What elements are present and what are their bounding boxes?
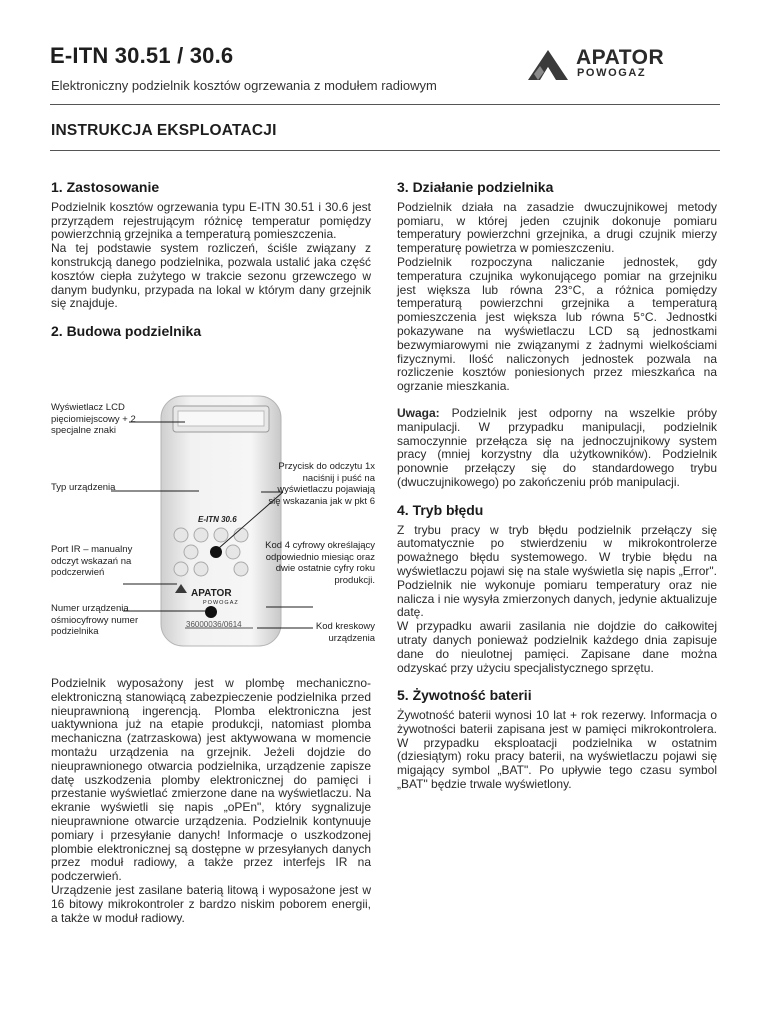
section-rule bbox=[50, 150, 720, 151]
device-model-label: E-ITN 30.6 bbox=[198, 515, 237, 524]
section-5-title: 5. Żywotność baterii bbox=[397, 687, 532, 704]
document-title: E-ITN 30.51 / 30.6 bbox=[50, 43, 234, 68]
section-3-paragraph-2: Podzielnik rozpoczyna naliczanie jednostek, gdy temperatura czujnika wykonującego pomiar na grzejniku jest większa lub równa 23°C, a różnica pomiędzy temperaturą powierzchni grzejnika a temperaturą pomieszczenia jest większa lub równa 5°C. Jednostki pokazywane na wyświetlaczu LCD są jednostkami bezwymiarowymi nie związanymi z żadnymi wielkościami fizycznymi. Ilość naliczonych jednostek pozwala na rozliczenie kosztów poniesionych przez mieszkańca na ogrzanie mieszkania. bbox=[397, 254, 717, 394]
label-read-button: Przycisk do odczytu 1x naciśnij i puść na wyświetlaczu pojawiają się wskazania jak w pkt 6 bbox=[268, 461, 375, 507]
left-column-bottom bbox=[51, 677, 371, 925]
label-display: Wyświetlacz LCD pięciomiejscowy + 2 specjalne znaki bbox=[51, 402, 136, 436]
document-subtitle: Elektroniczny podzielnik kosztów ogrzewania z modułem radiowym bbox=[51, 78, 437, 93]
device-barcode-text: 36000036/0614 bbox=[186, 620, 242, 629]
device-brand-sub-label: POWOGAZ bbox=[203, 600, 239, 606]
label-type: Typ urządzenia bbox=[51, 482, 116, 493]
section-4-paragraph-2: W przypadku awarii zasilania nie dojdzie do całkowitej utraty danych ponieważ podzielnik każdego dnia zapisuje dane do nieulotnej pamięci. Zapisane dane można odzyskać przy użyciu specjalistycznego sprzętu. bbox=[397, 619, 717, 675]
section-2-title: 2. Budowa podzielnika bbox=[51, 323, 202, 340]
label-ir-port: Port IR – manualny odczyt wskazań na podczerwień bbox=[51, 544, 133, 578]
left-column-top bbox=[51, 181, 371, 345]
note-text: Podzielnik jest odporny na wszelkie próby manipulacji. W przypadku manipulacji, podzielnik samoczynnie przełącza się na jednoczujnikowy system pracy (mniej korzystny dla użytkowników). Podzielnik ponownie przełączy się do standardowego trybu (dwuczujnikowego) po zakończeniu prób manipulacji. bbox=[397, 405, 717, 489]
section-1-paragraph-1: Podzielnik kosztów ogrzewania typu E-ITN 30.51 i 30.6 jest przyrządem rejestrującym różnicę temperatur pomiędzy powierzchnią grzejnika a temperaturą pomieszczenia. bbox=[51, 199, 371, 242]
logo-name: APATOR bbox=[576, 46, 665, 69]
section-title: INSTRUKCJA EKSPLOATACJI bbox=[51, 122, 277, 139]
section-4-paragraph-1: Z trybu pracy w tryb błędu podzielnik przełączy się automatycznie po stwierdzeniu w mikrokontrolerze poważnego błędu systemowego. W trybie błędu na wyświetlaczu pojawi się na stale wyświetla się napis „Error". Podzielnik nie wykonuje pomiaru temperatury oraz nie nalicza i nie wysyła zmierzonych danych, jedynie aktualizuje datę. bbox=[397, 522, 717, 620]
section-3-paragraph-1: Podzielnik działa na zasadzie dwuczujnikowej metody pomiaru, w której jeden czujnik dokonuje pomiaru temperatury powierzchni grzejnika, a drugi czujnik mierzy temperaturę powietrza w pomieszczeniu. bbox=[397, 199, 717, 256]
apator-logo-icon bbox=[526, 48, 570, 82]
section-3-note bbox=[397, 407, 717, 490]
logo-subname: POWOGAZ bbox=[577, 67, 647, 79]
device-brand-label: APATOR bbox=[191, 588, 232, 599]
label-barcode: Kod kreskowy urządzenia bbox=[315, 621, 375, 644]
note-label: Uwaga: bbox=[397, 405, 440, 420]
section-1-paragraph-2: Na tej podstawie system rozliczeń, ściśle związany z konstrukcją danego podzielnika, pozwala ustalić jaka część kosztów ciepła zużytego w trakcie sezonu grzewczego w danym budynku, przypada na lokal w którym dany grzejnik się znajduje. bbox=[51, 241, 371, 311]
section-4-title: 4. Tryb błędu bbox=[397, 501, 484, 518]
section-1-title: 1. Zastosowanie bbox=[51, 179, 160, 195]
right-column bbox=[397, 181, 717, 792]
label-device-number: Numer urządzenia ośmiocyfrowy numer podzielnika bbox=[51, 603, 139, 637]
section-2-paragraph-1: Podzielnik wyposażony jest w plombę mechaniczno-elektroniczną stanowiącą zabezpieczenie podzielnika przed nieuprawnioną ingerencją. Plomba elektroniczna jest uaktywniona już na etapie produkcji, natomiast plomba mechaniczna (zatrzaskowa) jest aktywowana w momencie montażu urządzenia na grzejnik. Jeżeli dojdzie do nieuprawnionego otwarcia podzielnika, urządzenie zapisze datę uszkodzenia plomby elektronicznej do pamięci i przestanie wyświetlać zmierzone dane na wyświetlaczu. Na ekranie wyświetli się napis „oPEn", który sygnalizuje nieuprawnione otwarcie urządzenia. Podzielnik kontynuuje pomiary i przesyłanie danych! Informacje o uszkodzonej plombie elektronicznej są dostępne w przesyłanych danych przez moduł radiowy, a także przez interfejs IR na podczerwień. bbox=[51, 676, 371, 884]
label-production-code: Kod 4 cyfrowy określający odpowiednio miesiąc oraz dwie ostatnie cyfry roku produkcji. bbox=[265, 540, 375, 586]
section-2-paragraph-2: Urządzenie jest zasilane baterią litową i wyposażone jest w 16 bitowy mikrokontroler z bardzo niskim poborem energii, a także w moduł radiowy. bbox=[51, 882, 371, 925]
header-rule bbox=[50, 104, 720, 105]
device-figure bbox=[51, 392, 377, 664]
section-5-paragraph-1: Żywotność baterii wynosi 10 lat + rok rezerwy. Informacja o żywotności baterii zapisana jest w pamięci mikrokontrolera. W przypadku eksploatacji podzielnika w ostatnim (dziesiątym) roku pracy baterii, na wyświetlaczu pojawi się migający symbol „BAT". Po upływie tego czasu symbol „BAT" będzie trwale wyświetlony. bbox=[397, 708, 717, 792]
apator-logo bbox=[526, 48, 721, 84]
section-3-title: 3. Działanie podzielnika bbox=[397, 179, 554, 195]
